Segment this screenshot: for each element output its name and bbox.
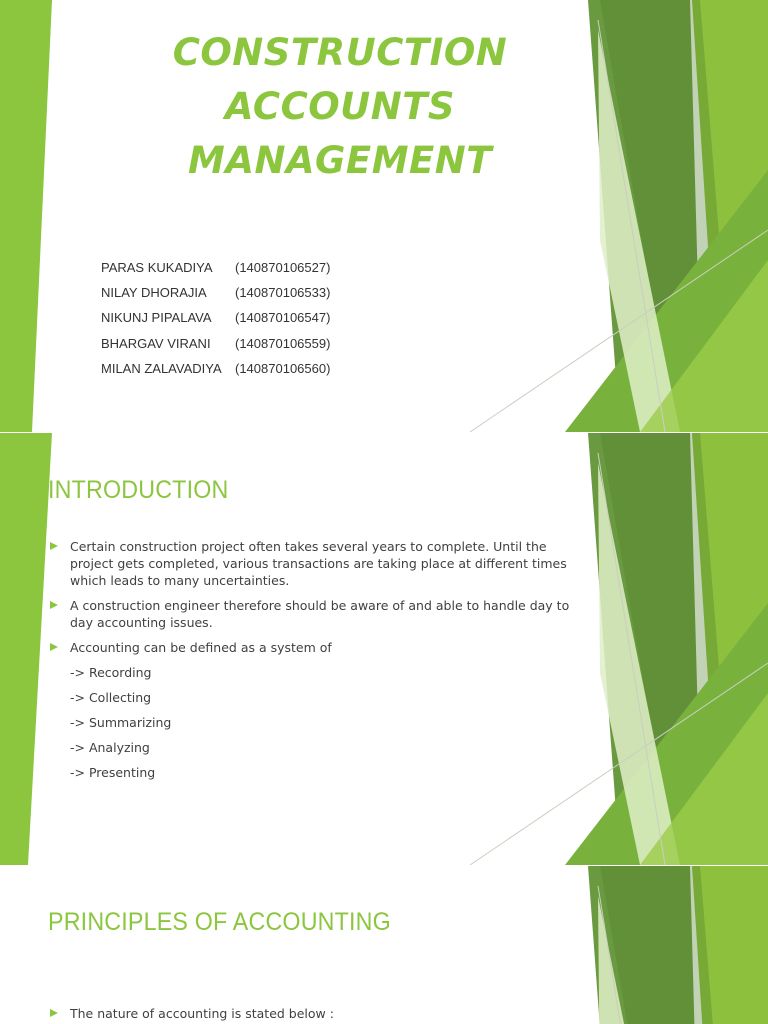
author-name: BHARGAV VIRANI bbox=[101, 335, 211, 351]
bullet-item: A construction engineer therefore should be aware of and able to handle day to day accounting issues. bbox=[50, 597, 580, 631]
author-row bbox=[101, 257, 421, 282]
author-id: (140870106560) bbox=[235, 360, 331, 376]
principles-slide bbox=[0, 866, 768, 1024]
bullet-item: Certain construction project often takes several years to complete. Until the project gets completed, various transactions are taking place at different times which leads to many uncertainties. bbox=[50, 538, 580, 589]
title-line: MANAGEMENT bbox=[188, 139, 492, 182]
slide-title: PRINCIPLES OF ACCOUNTING bbox=[48, 908, 391, 936]
author-row bbox=[101, 333, 421, 358]
sub-item: -> Presenting bbox=[70, 765, 156, 780]
author-name: NIKUNJ PIPALAVA bbox=[101, 310, 212, 326]
author-id: (140870106559) bbox=[235, 335, 331, 351]
author-name: MILAN ZALAVADIYA bbox=[101, 360, 222, 376]
title-slide bbox=[0, 0, 768, 432]
author-id: (140870106527) bbox=[235, 260, 331, 275]
presentation-title bbox=[100, 26, 580, 188]
title-line: ACCOUNTS bbox=[224, 85, 456, 128]
sub-item: -> Summarizing bbox=[70, 715, 172, 730]
author-id: (140870106547) bbox=[235, 310, 331, 326]
bullet-item: Accounting can be defined as a system of bbox=[50, 639, 580, 656]
sub-item: -> Collecting bbox=[70, 690, 152, 705]
sub-item: -> Analyzing bbox=[70, 740, 150, 755]
author-row bbox=[101, 307, 421, 332]
sub-item: -> Recording bbox=[70, 665, 152, 680]
author-list bbox=[101, 257, 421, 383]
bullet-list bbox=[50, 538, 580, 781]
slide-decoration bbox=[0, 866, 768, 1024]
bullet-list bbox=[50, 1005, 580, 1022]
bullet-item: The nature of accounting is stated below : bbox=[50, 1005, 580, 1022]
introduction-slide bbox=[0, 433, 768, 865]
author-name: PARAS KUKADIYA bbox=[101, 260, 213, 275]
author-row bbox=[101, 358, 421, 383]
title-line: CONSTRUCTION bbox=[172, 31, 508, 74]
author-id: (140870106533) bbox=[235, 285, 331, 301]
slide-title: INTRODUCTION bbox=[48, 476, 229, 504]
author-name: NILAY DHORAJIA bbox=[101, 285, 207, 301]
author-row bbox=[101, 282, 421, 307]
